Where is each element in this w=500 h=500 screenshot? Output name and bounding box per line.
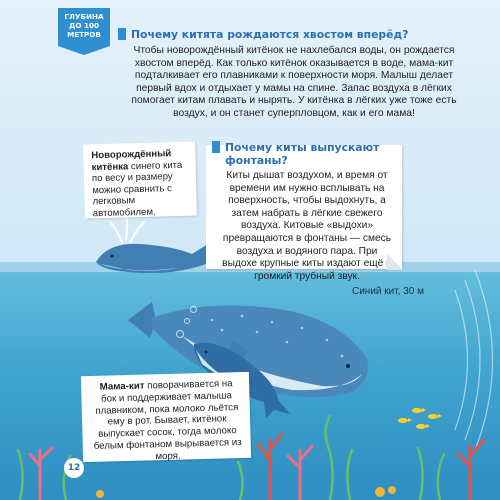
blue-whale-label: Синий кит, 30 м <box>352 286 425 297</box>
fish-icon <box>428 414 438 419</box>
callout-body: поворачивается на бок и поддерживает малыша плавником, пока молоко льётся ему в рот. Бывает, китёнок выпускает сосок, тогда молоко белым фонтаном вырывается из моря. <box>93 378 242 463</box>
section-title: Почему китята рождаются хвостом вперёд? <box>131 28 409 41</box>
section-calf-birth <box>118 28 476 121</box>
fish-icon <box>416 424 426 429</box>
heading-marker <box>212 141 220 153</box>
callout-term: Новорождённый китёнка <box>91 148 172 173</box>
bubble-icon <box>190 306 197 313</box>
callout-whale-fountains <box>206 141 402 282</box>
page-number: 12 <box>64 458 84 478</box>
section-heading <box>212 141 396 167</box>
callout-body: синего кита по весу и размеру можно сравнить с легковым автомобилем. <box>91 159 183 219</box>
section-heading <box>118 28 476 41</box>
section-text: Чтобы новорождённый китёнок не нахлебался воды, он рождается хвостом вперёд. Как только китёнок оказывается в воде, мама-кит подталкивает его плавниками к поверхности моря. Малыш делает первый вдох и отдыхает у мамы на спине. Запас воздуха в лёгких помогает китам плавать и нырять. У китёнка в лёгких уже тоже есть воздух, и он станет суперпловцом, как и его мама! <box>131 45 457 119</box>
callout-text <box>91 148 191 220</box>
callout-text <box>91 378 243 464</box>
fish-icon <box>398 418 408 423</box>
bubble-icon <box>176 330 184 338</box>
callout-newborn <box>83 142 197 219</box>
section-title: Почему киты выпускают фонтаны? <box>225 141 380 167</box>
fish-icon <box>412 408 422 413</box>
depth-badge-line: ДО 100 <box>68 21 100 30</box>
bubble-icon <box>184 318 190 324</box>
paper-fold-corner <box>387 254 403 270</box>
callout-term: Мама-кит <box>99 380 145 393</box>
depth-badge-line: ГЛУБИНА <box>64 12 104 21</box>
section-text: Киты дышат воздухом, и время от времени им нужно всплывать на поверхность, чтобы выдохнуть, а затем набрать в лёгкие свежего воздуха. Китовые «выдохи» превращаются в фонтаны — смесь воздуха и водяного пара. При выдохе крупные киты издают ещё и громкий трубный звук. <box>222 170 392 282</box>
heading-marker <box>118 28 126 40</box>
depth-badge-line: МЕТРОВ <box>67 30 101 39</box>
depth-badge <box>58 8 110 46</box>
callout-mother-whale <box>81 372 251 462</box>
